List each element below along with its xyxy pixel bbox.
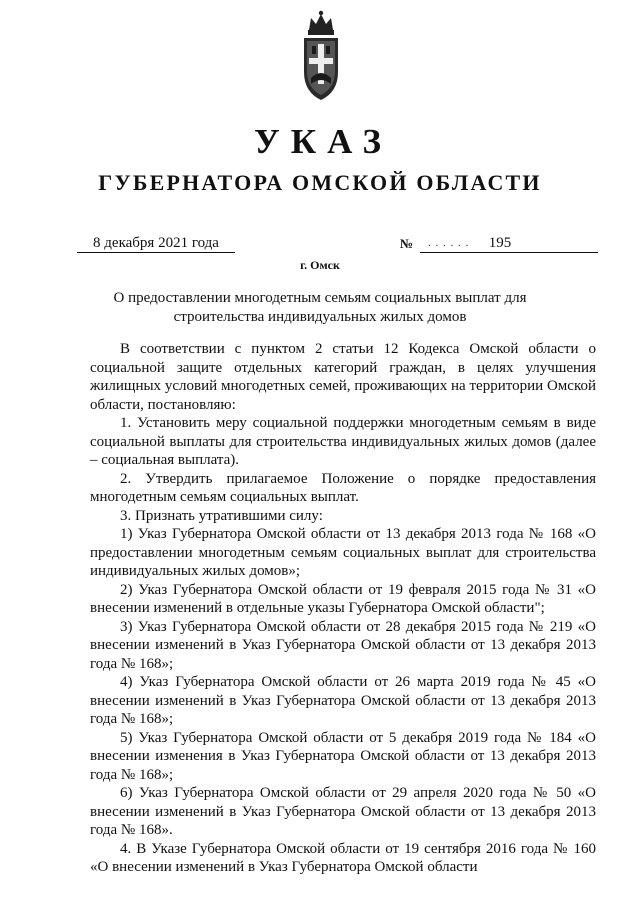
decree-heading (100, 289, 540, 327)
body-paragraph: 1) Указ Губернатора Омской области от 13 декабря 2013 года № 168 «О предоставлении многодетным семьям социальных выплат для строительства индивидуальных жилых домов»; (90, 526, 596, 579)
omsk-coat-of-arms-icon (297, 8, 345, 104)
decree-heading-line: строительства индивидуальных жилых домов (173, 309, 467, 325)
decree-number: 195 (488, 235, 512, 251)
decree-number-label: № (400, 236, 414, 251)
body-paragraph: 5) Указ Губернатора Омской области от 5 декабря 2019 года № 184 «О внесении изменения в Указ Губернатора Омской области от 13 декабря 2013 года № 168»; (90, 729, 596, 783)
body-paragraph: 3. Признать утратившими силу: (120, 507, 323, 524)
body-paragraph: 2) Указ Губернатора Омской области от 19 февраля 2015 года № 31 «О внесении изменений в отдельные указы Губернатора Омской области"; (90, 581, 596, 616)
body-paragraph: 6) Указ Губернатора Омской области от 29 апреля 2020 года № 50 «О внесении изменений в Указ Губернатора Омской области от 13 декабря 2013 года № 168». (90, 785, 596, 838)
body-paragraph: В соответствии с пунктом 2 статьи 12 Кодекса Омской области о социальной защите отдельных категорий граждан, в целях улучшения жилищных условий многодетных семей, проживающих на территории Омской области, постановляю: (90, 341, 596, 413)
decree-number-dots: . . . . . . (428, 237, 470, 249)
decree-date: 8 декабря 2021 года (77, 234, 235, 253)
body-paragraph: 3) Указ Губернатора Омской области от 28 декабря 2015 года № 219 «О внесении изменений в Указ Губернатора Омской области от 13 декабря 2013 года № 168»; (90, 618, 596, 672)
decree-heading-line: О предоставлении многодетным семьям социальных выплат для (113, 290, 527, 306)
decree-city: г. Омск (300, 258, 340, 272)
body-paragraph: 2. Утвердить прилагаемое Положение о порядке предоставления многодетным семьям социальных выплат. (90, 470, 596, 505)
document-title: УКАЗ (254, 122, 392, 161)
body-paragraph: 4) Указ Губернатора Омской области от 26 марта 2019 года № 45 «О внесении изменений в Указ Губернатора Омской области от 13 декабря 2013 года № 168»; (90, 674, 596, 727)
body-paragraph: 4. В Указе Губернатора Омской области от 19 сентября 2016 года № 160 «О внесении изменений в Указ Губернатора Омской области (90, 840, 596, 875)
decree-body (90, 340, 596, 877)
body-paragraph: 1. Установить меру социальной поддержки многодетным семьям в виде социальной выплаты для строительства индивидуальных жилых домов (далее – социальная выплата). (90, 415, 596, 468)
document-subtitle: ГУБЕРНАТОРА ОМСКОЙ ОБЛАСТИ (98, 170, 542, 195)
